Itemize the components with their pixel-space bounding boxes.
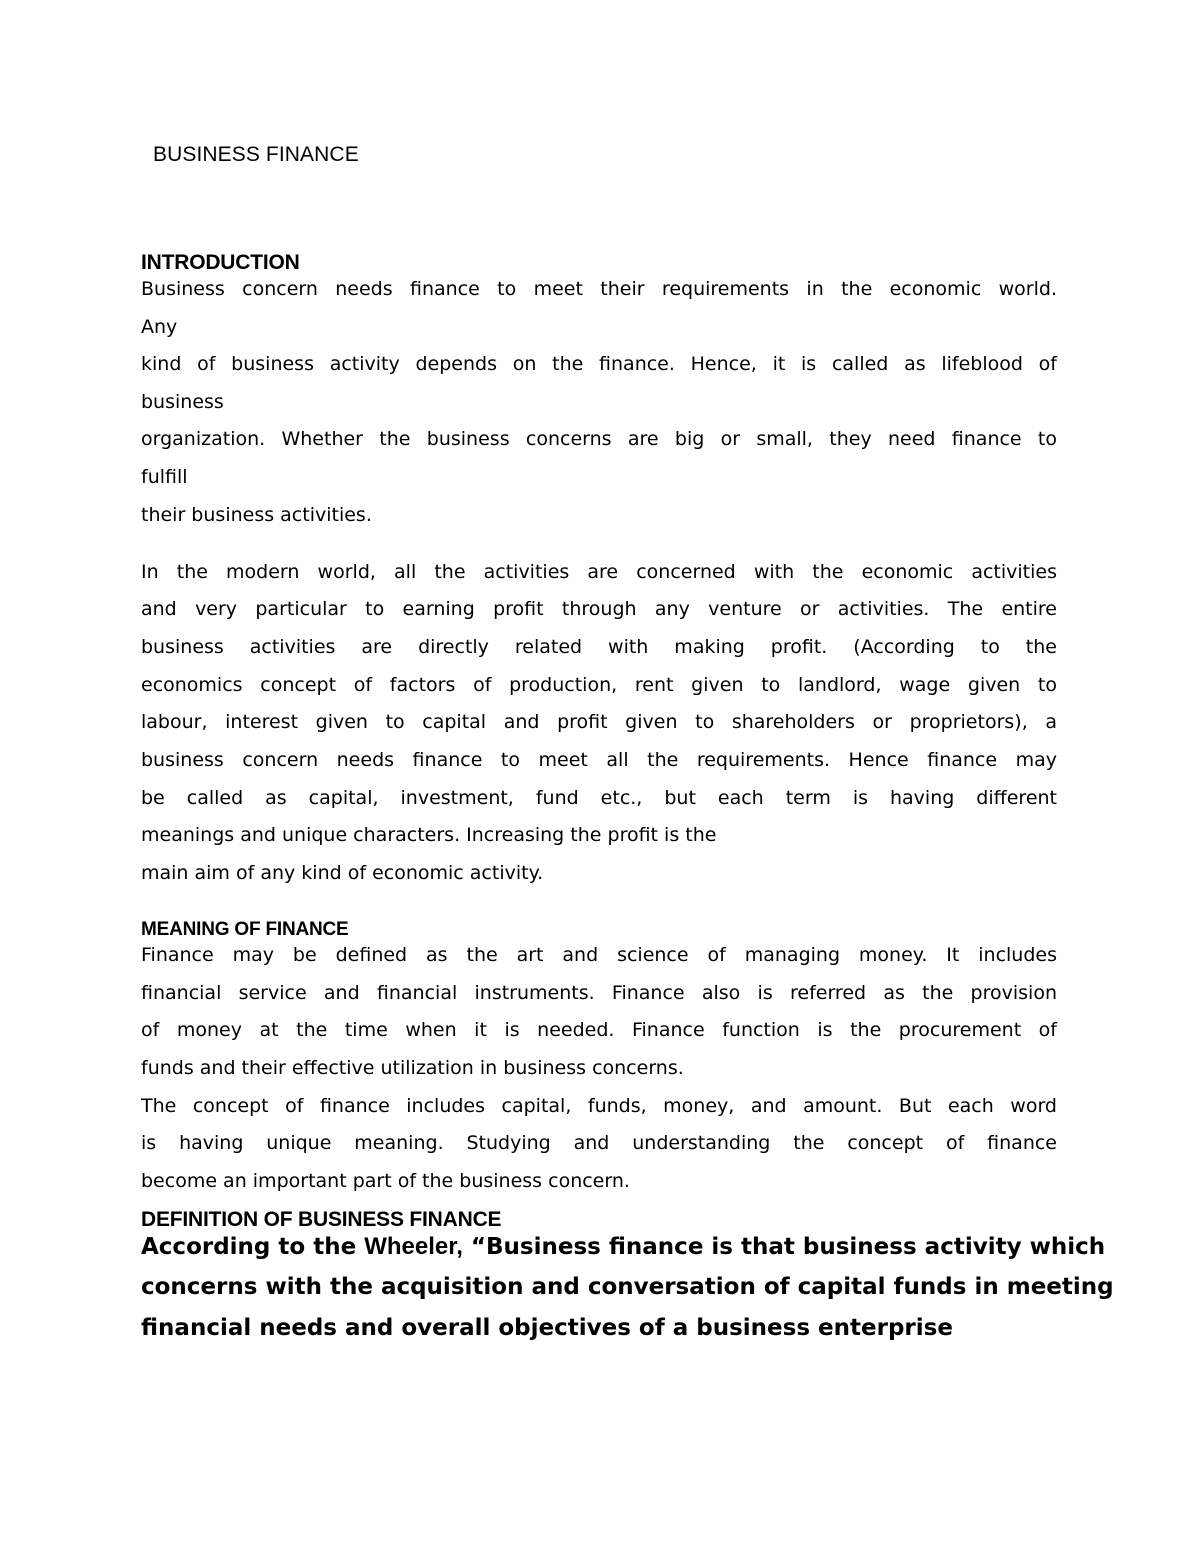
- intro-line: Any: [141, 316, 178, 338]
- definition-line: [141, 1233, 1106, 1261]
- document-title: BUSINESS FINANCE: [153, 143, 359, 166]
- intro-line: organization. Whether the business concerns are big or small, they need finance to: [141, 428, 1057, 450]
- intro-line: fulfill: [141, 466, 188, 488]
- intro-para2-line: meanings and unique characters. Increasing the profit is the: [141, 824, 717, 846]
- section-heading-meaning: MEANING OF FINANCE: [141, 919, 349, 940]
- definition-quote-start: “Business finance is that business activity which: [462, 1234, 1106, 1260]
- definition-prefix: According to the: [141, 1234, 365, 1260]
- intro-line: kind of business activity depends on the finance. Hence, it is called as lifeblood of: [141, 353, 1057, 375]
- intro-para2-line: main aim of any kind of economic activity.: [141, 862, 544, 884]
- intro-line: business: [141, 391, 224, 413]
- intro-para2-line: business activities are directly related with making profit. (According to the: [141, 636, 1057, 658]
- section-heading-definition: DEFINITION OF BUSINESS FINANCE: [141, 1208, 502, 1231]
- intro-para2-line: In the modern world, all the activities are concerned with the economic activities: [141, 561, 1057, 583]
- intro-para2-line: be called as capital, investment, fund etc., but each term is having different: [141, 787, 1057, 809]
- definition-line: financial needs and overall objectives of a business enterprise: [141, 1315, 953, 1341]
- intro-para2-line: labour, interest given to capital and profit given to shareholders or proprietors), a: [141, 711, 1057, 733]
- meaning-para2-line: become an important part of the business concern.: [141, 1170, 630, 1192]
- meaning-para2-line: is having unique meaning. Studying and understanding the concept of finance: [141, 1132, 1057, 1154]
- meaning-line: of money at the time when it is needed. Finance function is the procurement of: [141, 1019, 1057, 1041]
- definition-line: concerns with the acquisition and conversation of capital funds in meeting: [141, 1274, 1114, 1300]
- intro-para2-line: and very particular to earning profit through any venture or activities. The entire: [141, 598, 1057, 620]
- intro-line: Business concern needs finance to meet their requirements in the economic world.: [141, 278, 1057, 300]
- meaning-line: financial service and financial instruments. Finance also is referred as the provision: [141, 982, 1057, 1004]
- section-heading-introduction: INTRODUCTION: [141, 251, 300, 274]
- intro-line: their business activities.: [141, 504, 372, 526]
- meaning-para2-line: The concept of finance includes capital, funds, money, and amount. But each word: [141, 1095, 1057, 1117]
- definition-author: Wheeler,: [364, 1233, 463, 1260]
- intro-para2-line: business concern needs finance to meet all the requirements. Hence finance may: [141, 749, 1057, 771]
- meaning-line: Finance may be defined as the art and science of managing money. It includes: [141, 944, 1057, 966]
- meaning-line: funds and their effective utilization in business concerns.: [141, 1057, 684, 1079]
- intro-para2-line: economics concept of factors of production, rent given to landlord, wage given to: [141, 674, 1057, 696]
